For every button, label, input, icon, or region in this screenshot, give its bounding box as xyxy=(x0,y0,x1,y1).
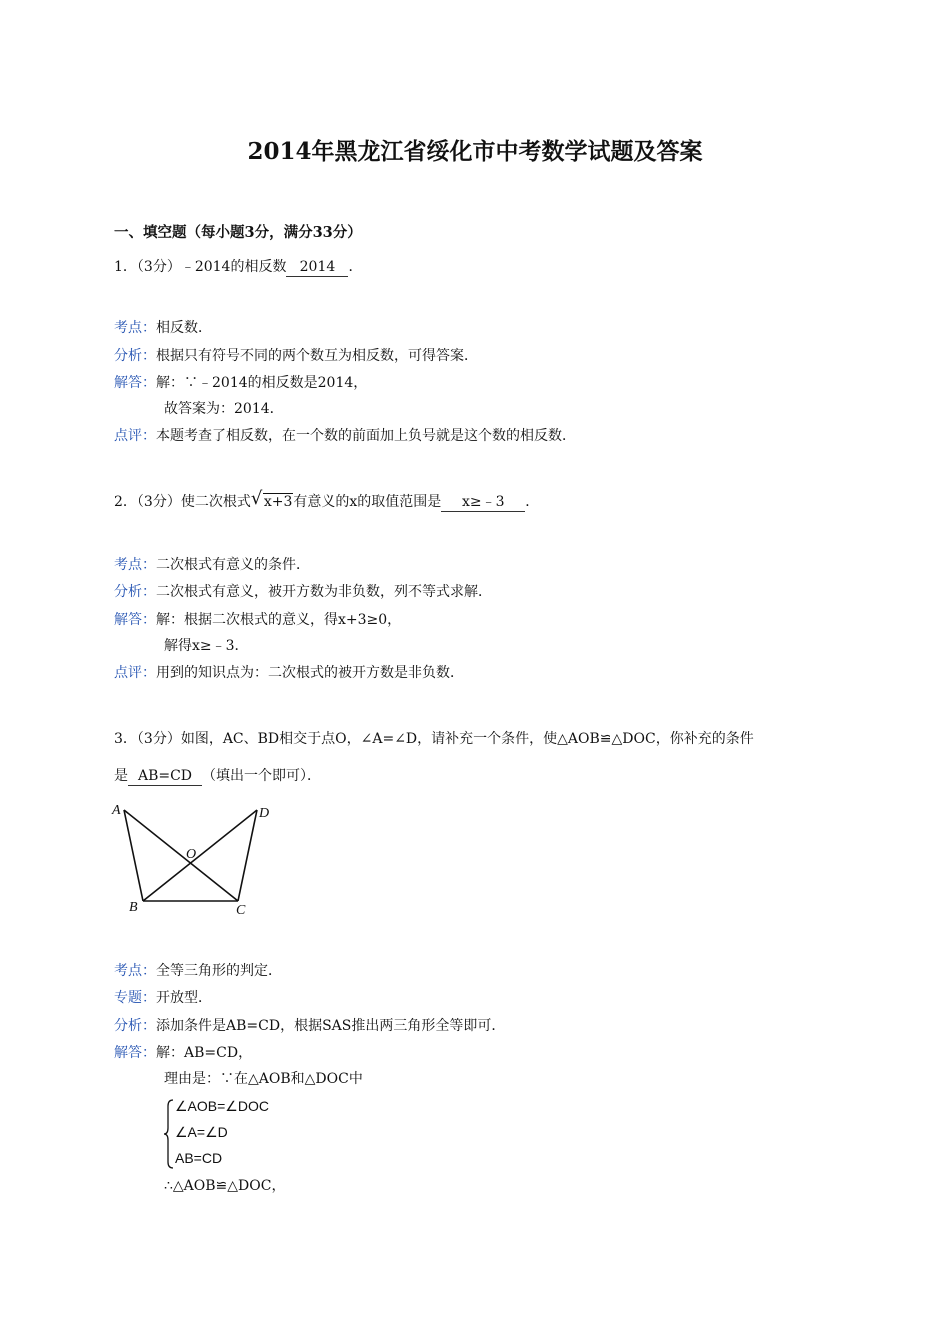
page-title: 2014年黑龙江省绥化市中考数学试题及答案 xyxy=(247,138,703,165)
q1-kaodian xyxy=(114,318,212,338)
q3-figure xyxy=(110,798,280,922)
label-fenxi: 分析： xyxy=(114,1018,156,1034)
q1-jieda-line2: 故答案为：2014． xyxy=(164,401,284,417)
q1-kaodian-text: 相反数． xyxy=(156,320,212,336)
q3-zhuanti xyxy=(114,988,212,1008)
q1-fenxi xyxy=(114,346,478,366)
q1-stem xyxy=(114,257,362,277)
q2-stem-suffix: ． xyxy=(525,494,540,510)
label-jieda: 解答： xyxy=(114,612,156,628)
system-eq-3: AB=CD xyxy=(175,1150,223,1166)
system-eq-2: ∠A=∠D xyxy=(175,1124,228,1140)
label-dianping: 点评： xyxy=(114,665,156,681)
q2-dianping xyxy=(114,663,464,683)
q2-stem-middle: 有意义的x的取值范围是 xyxy=(293,494,442,510)
q3-stem-suffix: （填出一个即可）． xyxy=(202,768,321,784)
segment-bd xyxy=(143,810,257,901)
q1-stem-prefix: 1．（3分）﹣2014的相反数 xyxy=(114,259,287,275)
radical-sign-icon: √ xyxy=(250,488,263,509)
label-jieda: 解答： xyxy=(114,375,156,391)
q2-radical xyxy=(250,488,294,512)
label-jieda: 解答： xyxy=(114,1045,156,1061)
segment-ac xyxy=(124,810,238,901)
q2-radicand: x+3 xyxy=(263,494,293,510)
q3-stem-line2 xyxy=(114,766,321,786)
q1-stem-suffix: ． xyxy=(348,259,363,275)
q1-jieda xyxy=(114,373,367,393)
vertex-label-o: O xyxy=(186,847,197,862)
q3-stem-line1: 3．（3分）如图，AC、BD相交于点O，∠A=∠D，请补充一个条件，使△AOB≌△DOC，你补充的条件 xyxy=(114,731,754,747)
q1-fenxi-text: 根据只有符号不同的两个数互为相反数，可得答案． xyxy=(156,348,478,364)
vertex-label-d: D xyxy=(259,806,270,821)
q2-dianping-text: 用到的知识点为：二次根式的被开方数是非负数． xyxy=(156,665,464,681)
section-heading: 一、填空题（每小题3分，满分33分） xyxy=(114,224,362,241)
label-kaodian: 考点： xyxy=(114,963,156,979)
q3-fenxi xyxy=(114,1016,505,1036)
q2-jieda-line1: 解：根据二次根式的意义，得x+3≥0， xyxy=(156,612,402,628)
label-zhuanti: 专题： xyxy=(114,990,156,1006)
label-kaodian: 考点： xyxy=(114,320,156,336)
vertex-label-a: A xyxy=(112,803,121,818)
q3-jieda-line1: 解：AB=CD， xyxy=(156,1045,253,1061)
q3-kaodian xyxy=(114,961,282,981)
label-kaodian: 考点： xyxy=(114,557,156,573)
q3-kaodian-text: 全等三角形的判定． xyxy=(156,963,282,979)
vertex-label-c: C xyxy=(236,903,246,918)
q1-jieda-line1: 解：∵﹣2014的相反数是2014， xyxy=(156,375,368,391)
q1-answer: 2014 xyxy=(286,259,348,277)
q1-dianping-text: 本题考查了相反数，在一个数的前面加上负号就是这个数的相反数． xyxy=(156,428,576,444)
q1-dianping xyxy=(114,426,576,446)
system-eq-1: ∠AOB=∠DOC xyxy=(175,1098,269,1114)
left-brace-icon xyxy=(163,1098,175,1170)
q2-stem-prefix: 2．（3分）使二次根式 xyxy=(114,494,251,510)
q2-stem xyxy=(114,488,540,512)
q3-jieda-line2: 理由是：∵在△AOB和△DOC中 xyxy=(164,1071,363,1087)
q3-zhuanti-text: 开放型． xyxy=(156,990,212,1006)
q3-answer: AB=CD xyxy=(128,768,202,786)
label-fenxi: 分析： xyxy=(114,584,156,600)
q3-jieda xyxy=(114,1043,252,1063)
label-fenxi: 分析： xyxy=(114,348,156,364)
q2-kaodian xyxy=(114,555,310,575)
q2-kaodian-text: 二次根式有意义的条件． xyxy=(156,557,310,573)
vertex-label-b: B xyxy=(129,900,138,915)
q2-jieda-line2: 解得x≥﹣3． xyxy=(164,638,249,654)
q2-answer: x≥﹣3 xyxy=(441,494,525,512)
q2-jieda xyxy=(114,610,401,630)
q3-stem-prefix: 是 xyxy=(114,768,128,784)
q2-fenxi xyxy=(114,582,492,602)
q3-fenxi-text: 添加条件是AB=CD，根据SAS推出两三角形全等即可． xyxy=(156,1018,506,1034)
q3-jieda-line3: ∴△AOB≌△DOC， xyxy=(164,1178,286,1194)
label-dianping: 点评： xyxy=(114,428,156,444)
q2-fenxi-text: 二次根式有意义，被开方数为非负数，列不等式求解． xyxy=(156,584,492,600)
